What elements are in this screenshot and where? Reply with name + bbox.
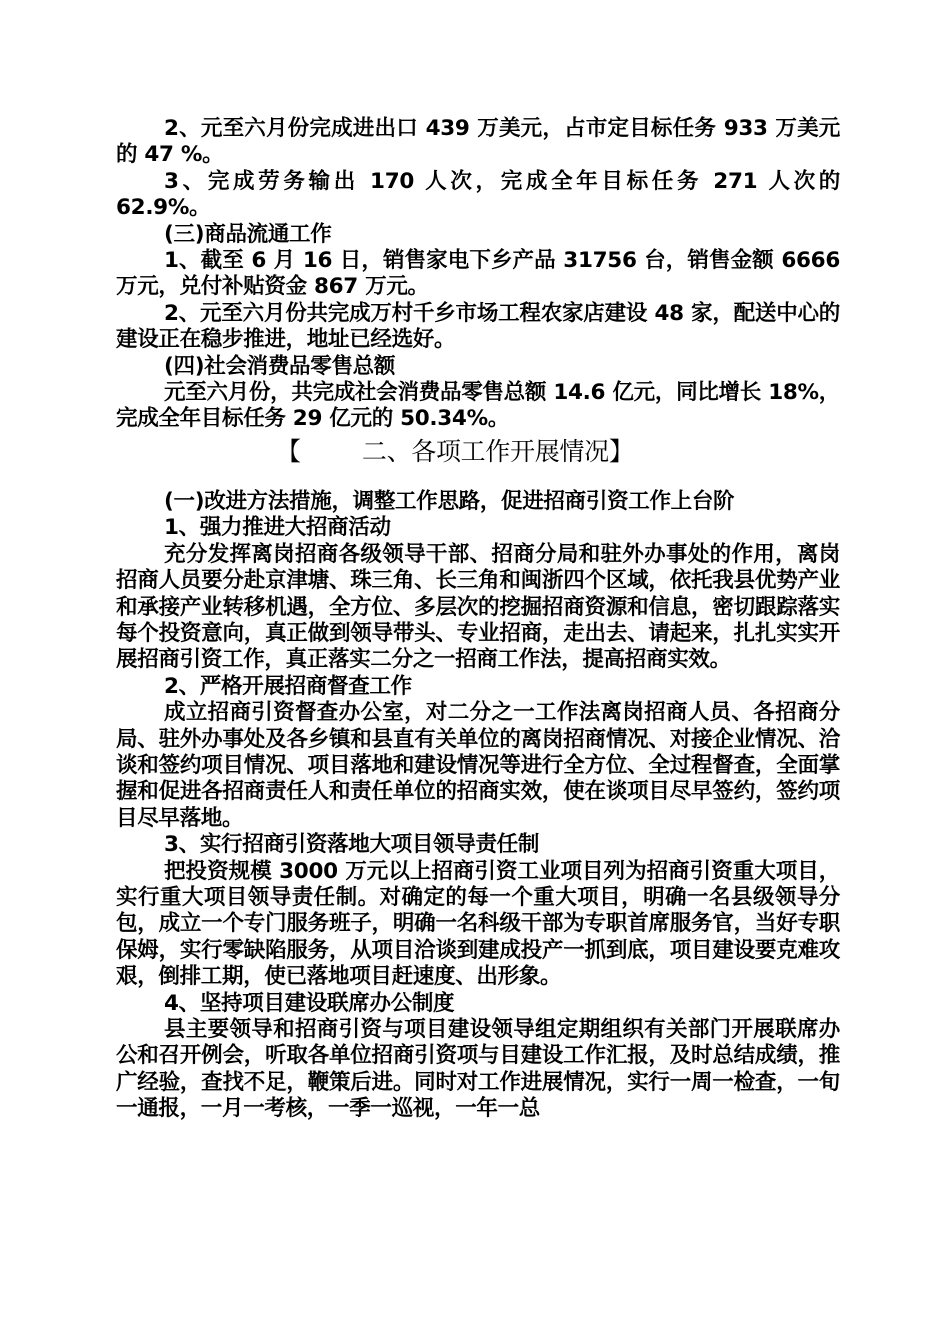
item-heading-2: 2、严格开展招商督查工作 — [164, 673, 412, 699]
item-heading-4: 4、坚持项目建设联席办公制度 — [164, 990, 455, 1016]
paragraph-item-1: 充分发挥离岗招商各级领导干部、招商分局和驻外办事处的作用，离岗招商人员要分赴京津塘、珠三角、长三角和闽浙四个区域，依托我县优势产业和承接产业转移机遇，全方位、多层次的挖掘招商资源和信息，密切跟踪落实每个投资意向，真正做到领导带头、专业招商，走出去、请起来，扎扎实实开展招商引资工作，真正落实二分之一招商工作法，提高招商实效。 — [116, 541, 840, 673]
subheading-investment: (一)改进方法措施，调整工作思路，促进招商引资工作上台阶 — [164, 488, 735, 514]
subheading-commodity-circulation: (三)商品流通工作 — [164, 221, 332, 247]
paragraph-appliance-sales: 1、截至 6 月 16 日，销售家电下乡产品 31756 台，销售金额 6666 万元，兑付补贴资金 867 万元。 — [116, 248, 840, 300]
paragraph-item-3: 把投资规模 3000 万元以上招商引资工业项目列为招商引资重大项目，实行重大项目领导责任制。对确定的每一个重大项目，明确一名县级领导分包，成立一个专门服务班子，明确一名科级干部为专职首席服务官，当好专职保姆，实行零缺陷服务，从项目洽谈到建成投产一抓到底，项目建设要克难攻艰，倒排工期，使已落地项目赶速度、出形象。 — [116, 858, 840, 990]
paragraph-rural-stores: 2、元至六月份共完成万村千乡市场工程农家店建设 48 家，配送中心的建设正在稳步推进，地址已经选好。 — [116, 300, 840, 353]
section-heading: 【 二、各项工作开展情况】 — [276, 436, 634, 466]
paragraph-retail-sales: 元至六月份，共完成社会消费品零售总额 14.6 亿元，同比增长 18%，完成全年目标任务 29 亿元的 50.34%。 — [116, 380, 840, 432]
paragraph-item-4: 县主要领导和招商引资与项目建设领导组定期组织有关部门开展联席办公和召开例会，听取各单位招商引资项与目建设工作汇报，及时总结成绩，推广经验，查找不足，鞭策后进。同时对工作进展情况，实行一周一检查，一旬一通报，一月一考核，一季一巡视，一年一总 — [116, 1017, 840, 1122]
item-heading-3: 3、实行招商引资落地大项目领导责任制 — [164, 832, 540, 858]
paragraph-labor-export: 3、完成劳务输出 170 人次，完成全年目标任务 271 人次的 62.9%。 — [116, 168, 840, 221]
subheading-retail-sales: (四)社会消费品零售总额 — [164, 353, 396, 379]
paragraph-import-export: 2、元至六月份完成进出口 439 万美元，占市定目标任务 933 万美元的 47 %。 — [116, 116, 840, 168]
document-page — [116, 116, 840, 1123]
paragraph-item-2: 成立招商引资督查办公室，对二分之一工作法离岗招商人员、各招商分局、驻外办事处及各乡镇和县直有关单位的离岗招商情况、对接企业情况、洽谈和签约项目情况、项目落地和建设情况等进行全方位、全过程督查，全面掌握和促进各招商责任人和责任单位的招商实效，使在谈项目尽早签约，签约项目尽早落地。 — [116, 700, 840, 831]
item-heading-1: 1、强力推进大招商活动 — [164, 515, 391, 541]
